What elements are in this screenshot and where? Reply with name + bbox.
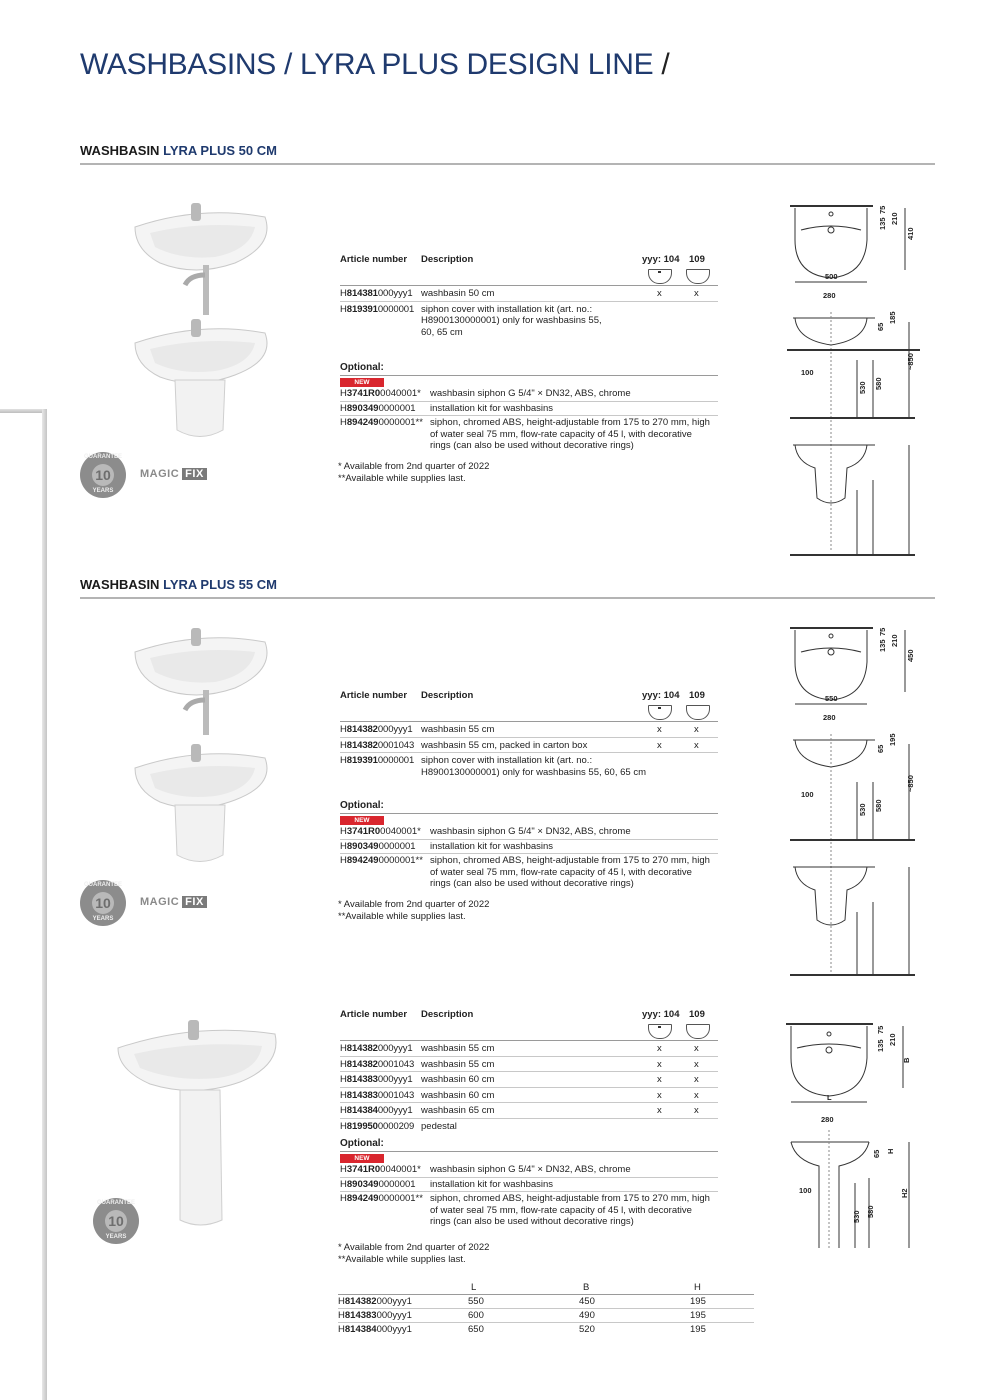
dim-100: 100 xyxy=(801,790,814,799)
new-badge: NEW xyxy=(340,378,384,387)
description: washbasin 55 cm xyxy=(421,724,495,735)
dim-width: 500 xyxy=(825,272,838,281)
article-number: H8143820001043 xyxy=(340,739,415,751)
dim-135: 135 xyxy=(878,217,887,230)
optional-title: Optional: xyxy=(340,1138,718,1152)
description: washbasin 60 cm xyxy=(421,1089,495,1101)
table-row xyxy=(340,1103,718,1119)
description: washbasin 50 cm xyxy=(421,288,495,299)
product-photo-wall-and-halfpedestal-50 xyxy=(125,195,275,445)
bowl-with-overflow-icon xyxy=(648,269,672,284)
product-photo-pedestal xyxy=(110,1010,280,1230)
section-heading-50 xyxy=(80,143,935,165)
footnote: **Available while supplies last. xyxy=(338,910,466,922)
optional-row xyxy=(340,840,718,855)
dimensions-row xyxy=(338,1295,754,1309)
page-title-text: WASHBASINS / LYRA PLUS DESIGN LINE xyxy=(80,48,654,81)
guarantee-label: GUARANTEE xyxy=(84,882,123,888)
dim-width: 550 xyxy=(825,694,838,703)
bowl-with-overflow-icon xyxy=(648,1024,672,1039)
dimensions-row xyxy=(338,1309,754,1323)
value-B: 450 xyxy=(579,1296,595,1307)
dim-65: 65 xyxy=(872,1149,881,1158)
bowl-icon xyxy=(686,269,710,284)
table-row xyxy=(340,1041,718,1057)
description: siphon, chromed ABS, height-adjustable from 175 to 270 mm, high of water seal 75 mm, flow-rate capacity of 45 l, with decorative rings (can also be used without decorative rings) xyxy=(430,417,710,451)
col-H: H xyxy=(694,1282,701,1293)
fix-label: FIX xyxy=(182,896,207,908)
mark-109: x xyxy=(694,1043,699,1054)
value-L: 650 xyxy=(468,1324,484,1335)
col-article-number: Article number xyxy=(340,1009,408,1020)
article-table-pedestal xyxy=(340,1009,718,1133)
dim-H: H xyxy=(886,1148,895,1154)
technical-drawing-55 xyxy=(785,622,925,982)
article-number: H8903490000001 xyxy=(340,1178,416,1190)
mark-109: x xyxy=(694,739,699,751)
dim-depth: 410 xyxy=(906,227,915,240)
bowl-with-overflow-icon xyxy=(648,705,672,720)
description: washbasin 55 cm xyxy=(421,1058,495,1070)
guarantee-years-number: 10 xyxy=(92,892,114,914)
mark-104: x xyxy=(657,739,662,751)
guarantee-years-label: YEARS xyxy=(105,1234,127,1240)
magic-fix-logo xyxy=(140,468,207,480)
table-row xyxy=(340,286,718,302)
mark-104: x xyxy=(657,1089,662,1101)
dim-height: 185 xyxy=(888,311,897,324)
dim-65: 65 xyxy=(876,322,885,331)
article-table-50 xyxy=(340,254,718,339)
page-edge-horizontal xyxy=(0,409,46,413)
dim-75: 75 xyxy=(876,1025,885,1034)
dim-135: 135 xyxy=(876,1039,885,1052)
article-number: H3741R00040001* xyxy=(340,1164,421,1175)
magic-label: MAGIC xyxy=(140,896,180,908)
basin-half-pedestal xyxy=(135,319,267,437)
fix-label: FIX xyxy=(182,468,207,480)
table-header xyxy=(340,690,718,722)
optional-table-pedestal xyxy=(340,1138,718,1229)
article-number: H8942490000001** xyxy=(340,1193,423,1204)
table-row xyxy=(340,1057,718,1073)
new-badge: NEW xyxy=(340,1154,384,1163)
dim-850: ~850 xyxy=(906,353,915,370)
dim-280: 280 xyxy=(823,291,836,300)
article-number: H8903490000001 xyxy=(340,402,416,414)
bowl-icon xyxy=(686,705,710,720)
optional-row xyxy=(340,825,718,840)
description: washbasin siphon G 5/4" × DN32, ABS, chrome xyxy=(430,826,631,837)
footnote: **Available while supplies last. xyxy=(338,472,466,484)
article-number: H3741R00040001* xyxy=(340,388,421,399)
optional-row xyxy=(340,1178,718,1193)
guarantee-label: GUARANTEE xyxy=(97,1200,136,1206)
mark-104: x xyxy=(657,724,662,735)
table-row xyxy=(340,738,718,754)
article-number: H3741R00040001* xyxy=(340,826,421,837)
optional-row xyxy=(340,416,718,453)
optional-row xyxy=(340,1192,718,1229)
optional-table-55 xyxy=(340,800,718,891)
page-edge-vertical xyxy=(42,409,47,1400)
description: washbasin 55 cm, packed in carton box xyxy=(421,739,588,751)
article-number: H8143820001043 xyxy=(340,1058,415,1070)
mark-109: x xyxy=(694,1105,699,1116)
magic-fix-logo xyxy=(140,896,207,908)
value-B: 490 xyxy=(579,1310,595,1321)
dim-B: B xyxy=(902,1057,911,1063)
dim-65: 65 xyxy=(876,744,885,753)
description: washbasin siphon G 5/4" × DN32, ABS, chrome xyxy=(430,1164,631,1175)
table-header xyxy=(340,1009,718,1041)
guarantee-10-years-badge xyxy=(80,880,126,926)
heading-prefix: WASHBASIN xyxy=(80,143,160,158)
optional-row xyxy=(340,402,718,417)
description: washbasin siphon G 5/4" × DN32, ABS, chrome xyxy=(430,388,631,399)
dim-135: 135 xyxy=(878,639,887,652)
mark-109: x xyxy=(694,288,699,299)
table-row xyxy=(340,1072,718,1088)
col-104: yyy: 104 xyxy=(642,254,680,265)
dim-530: 530 xyxy=(858,803,867,816)
page-title xyxy=(80,48,669,82)
mark-104: x xyxy=(657,1074,662,1085)
magic-label: MAGIC xyxy=(140,468,180,480)
guarantee-years-label: YEARS xyxy=(92,488,114,494)
mark-109: x xyxy=(694,1058,699,1070)
dimensions-header xyxy=(338,1281,754,1295)
article-number: H8942490000001** xyxy=(340,855,423,866)
mark-104: x xyxy=(657,288,662,299)
dimensions-row xyxy=(338,1323,754,1336)
heading-prefix: WASHBASIN xyxy=(80,577,160,592)
article-number: H8143830001043 xyxy=(340,1089,415,1101)
article-number: H814383000yyy1 xyxy=(338,1310,412,1321)
footnotes-pedestal xyxy=(338,1242,489,1265)
dim-280: 280 xyxy=(821,1115,834,1124)
dim-530: 530 xyxy=(852,1210,861,1223)
dim-210: 210 xyxy=(890,212,899,225)
article-number: H814382000yyy1 xyxy=(338,1296,412,1307)
description: siphon cover with installation kit (art. no.: H8900130000001) only for washbasins 55, 60, 65 cm xyxy=(421,303,602,338)
article-table-55 xyxy=(340,690,718,779)
dim-75: 75 xyxy=(878,627,887,636)
description: installation kit for washbasins xyxy=(430,402,554,414)
description: washbasin 60 cm xyxy=(421,1074,495,1085)
guarantee-years-number: 10 xyxy=(92,464,114,486)
dimensions-table xyxy=(338,1281,754,1336)
mark-104: x xyxy=(657,1043,662,1054)
col-article-number: Article number xyxy=(340,254,408,265)
description: washbasin 55 cm xyxy=(421,1043,495,1054)
article-number: H814382000yyy1 xyxy=(340,1043,413,1054)
dim-100: 100 xyxy=(799,1186,812,1195)
footnote: * Available from 2nd quarter of 2022 xyxy=(338,1242,490,1253)
optional-title: Optional: xyxy=(340,362,718,376)
col-104: yyy: 104 xyxy=(642,690,680,701)
bowl-icon xyxy=(686,1024,710,1039)
col-description: Description xyxy=(421,690,474,701)
article-number: H814383000yyy1 xyxy=(340,1074,413,1085)
table-row xyxy=(340,1119,718,1134)
heading-highlight: LYRA PLUS 55 CM xyxy=(163,577,277,592)
dim-H2: H2 xyxy=(900,1188,909,1198)
footnote: **Available while supplies last. xyxy=(338,1253,466,1265)
dim-210: 210 xyxy=(888,1033,897,1046)
dim-850: ~850 xyxy=(906,775,915,792)
description: washbasin 65 cm xyxy=(421,1105,495,1116)
footnotes-50 xyxy=(338,461,489,484)
col-B: B xyxy=(583,1282,590,1293)
technical-drawing-pedestal xyxy=(783,1018,923,1248)
footnote: * Available from 2nd quarter of 2022 xyxy=(338,461,490,472)
optional-table-50 xyxy=(340,362,718,453)
article-number: H8199500000209 xyxy=(340,1120,415,1132)
article-number: H8903490000001 xyxy=(340,840,416,852)
dim-280: 280 xyxy=(823,713,836,722)
optional-title: Optional: xyxy=(340,800,718,814)
footnotes-55 xyxy=(338,899,489,922)
dim-530: 530 xyxy=(858,381,867,394)
description: pedestal xyxy=(421,1120,457,1132)
col-description: Description xyxy=(421,1009,474,1020)
value-H: 195 xyxy=(690,1324,706,1335)
article-number: H8942490000001** xyxy=(340,417,423,428)
guarantee-10-years-badge xyxy=(93,1198,139,1244)
dim-210: 210 xyxy=(890,634,899,647)
col-article-number: Article number xyxy=(340,690,408,701)
heading-highlight: LYRA PLUS 50 CM xyxy=(163,143,277,158)
description: installation kit for washbasins xyxy=(430,1178,554,1190)
article-number: H814381000yyy1 xyxy=(340,288,413,299)
dim-580: 580 xyxy=(866,1205,875,1218)
value-H: 195 xyxy=(690,1310,706,1321)
page-title-slash: / xyxy=(653,48,670,81)
optional-row xyxy=(340,854,718,891)
basin-wall-hung xyxy=(135,203,267,315)
footnote: * Available from 2nd quarter of 2022 xyxy=(338,899,490,910)
article-number: H814384000yyy1 xyxy=(338,1324,412,1335)
new-badge: NEW xyxy=(340,816,384,825)
col-109: 109 xyxy=(689,254,705,265)
col-L: L xyxy=(471,1282,477,1293)
guarantee-10-years-badge xyxy=(80,452,126,498)
section-heading-55 xyxy=(80,577,935,599)
article-number: H814384000yyy1 xyxy=(340,1105,413,1116)
optional-row xyxy=(340,1163,718,1178)
mark-109: x xyxy=(694,1074,699,1085)
dim-L: L xyxy=(827,1093,832,1102)
mark-109: x xyxy=(694,724,699,735)
description: siphon cover with installation kit (art. no.: H8900130000001) only for washbasins 55, 60, 65 cm xyxy=(421,755,646,778)
mark-104: x xyxy=(657,1058,662,1070)
col-description: Description xyxy=(421,254,474,265)
table-row xyxy=(340,302,718,340)
mark-104: x xyxy=(657,1105,662,1116)
value-L: 550 xyxy=(468,1296,484,1307)
product-photo-wall-and-halfpedestal-55 xyxy=(125,620,275,870)
table-row xyxy=(340,753,718,779)
article-number: H814382000yyy1 xyxy=(340,724,413,735)
mark-109: x xyxy=(694,1089,699,1101)
table-row xyxy=(340,722,718,738)
dim-580: 580 xyxy=(874,377,883,390)
dim-depth: 450 xyxy=(906,649,915,662)
col-109: 109 xyxy=(689,1009,705,1020)
article-number: H8193910000001 xyxy=(340,303,415,315)
article-number: H8193910000001 xyxy=(340,755,415,766)
value-L: 600 xyxy=(468,1310,484,1321)
value-H: 195 xyxy=(690,1296,706,1307)
table-header xyxy=(340,254,718,286)
description: siphon, chromed ABS, height-adjustable from 175 to 270 mm, high of water seal 75 mm, flow-rate capacity of 45 l, with decorative rings (can also be used without decorative rings) xyxy=(430,855,710,889)
optional-row xyxy=(340,387,718,402)
technical-drawing-50 xyxy=(785,200,925,560)
dim-100: 100 xyxy=(801,368,814,377)
col-109: 109 xyxy=(689,690,705,701)
description: siphon, chromed ABS, height-adjustable from 175 to 270 mm, high of water seal 75 mm, flow-rate capacity of 45 l, with decorative rings (can also be used without decorative rings) xyxy=(430,1193,710,1227)
dim-height: 195 xyxy=(888,733,897,746)
dim-75: 75 xyxy=(878,205,887,214)
description: installation kit for washbasins xyxy=(430,840,554,852)
guarantee-years-number: 10 xyxy=(105,1210,127,1232)
dim-580: 580 xyxy=(874,799,883,812)
value-B: 520 xyxy=(579,1324,595,1335)
guarantee-label: GUARANTEE xyxy=(84,454,123,460)
col-104: yyy: 104 xyxy=(642,1009,680,1020)
table-row xyxy=(340,1088,718,1104)
guarantee-years-label: YEARS xyxy=(92,916,114,922)
